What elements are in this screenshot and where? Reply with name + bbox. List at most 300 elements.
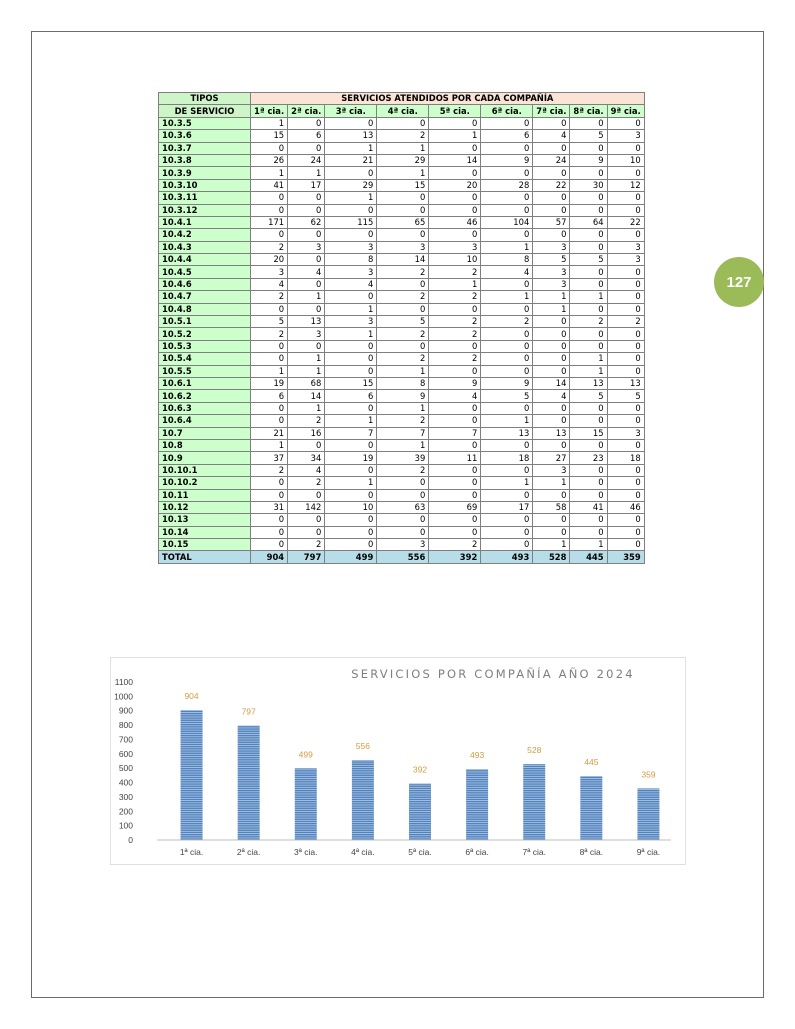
table-cell: 0 (570, 439, 607, 451)
table-row (159, 130, 645, 142)
table-cell: 4 (533, 390, 570, 402)
table-cell: 0 (607, 192, 644, 204)
total-cell: 359 (607, 551, 644, 563)
table-cell: 5 (481, 390, 533, 402)
table-cell: 24 (288, 154, 325, 166)
table-cell: 2 (377, 291, 429, 303)
service-code: 10.6.3 (159, 402, 251, 414)
table-cell: 1 (481, 415, 533, 427)
table-cell: 3 (607, 241, 644, 253)
table-cell: 1 (288, 353, 325, 365)
table-cell: 0 (325, 167, 377, 179)
table-row (159, 179, 645, 191)
column-header: 9ª cia. (607, 105, 644, 117)
table-cell: 21 (325, 154, 377, 166)
table-cell: 37 (251, 452, 288, 464)
service-code: 10.3.11 (159, 192, 251, 204)
table-cell: 0 (288, 340, 325, 352)
bar (238, 726, 260, 840)
table-cell: 0 (533, 365, 570, 377)
table-cell: 2 (251, 241, 288, 253)
table-cell: 0 (288, 204, 325, 216)
table-cell: 0 (533, 439, 570, 451)
y-tick-label: 700 (118, 734, 133, 745)
table-cell: 0 (377, 340, 429, 352)
table-row (159, 501, 645, 513)
service-code: 10.4.6 (159, 278, 251, 290)
table-cell: 0 (607, 539, 644, 551)
table-cell: 1 (570, 353, 607, 365)
table-cell: 5 (533, 254, 570, 266)
x-tick-label: 6ª cia. (465, 847, 489, 857)
table-cell: 13 (325, 130, 377, 142)
table-row (159, 439, 645, 451)
table-row (159, 303, 645, 315)
total-cell: 493 (481, 551, 533, 563)
service-code: 10.15 (159, 539, 251, 551)
table-cell: 8 (377, 377, 429, 389)
bar (409, 784, 431, 840)
table-cell: 0 (481, 117, 533, 129)
table-cell: 21 (251, 427, 288, 439)
bars (181, 691, 660, 840)
table-cell: 63 (377, 501, 429, 513)
table-cell: 13 (481, 427, 533, 439)
table-cell: 34 (288, 452, 325, 464)
data-label: 556 (355, 741, 370, 752)
table-row (159, 340, 645, 352)
table-cell: 5 (607, 390, 644, 402)
table-cell: 0 (570, 328, 607, 340)
table-cell: 0 (533, 142, 570, 154)
table-cell: 0 (377, 192, 429, 204)
table-cell: 1 (251, 439, 288, 451)
table-cell: 2 (288, 539, 325, 551)
column-header: 4ª cia. (377, 105, 429, 117)
table-cell: 30 (570, 179, 607, 191)
y-axis (114, 677, 133, 845)
table-cell: 0 (377, 278, 429, 290)
table-row (159, 204, 645, 216)
service-code: 10.5.4 (159, 353, 251, 365)
y-tick-label: 500 (118, 763, 133, 774)
table-cell: 0 (288, 254, 325, 266)
x-tick-label: 1ª cia. (179, 847, 204, 857)
table-cell: 2 (377, 415, 429, 427)
table-cell: 0 (570, 464, 607, 476)
service-code: 10.4.1 (159, 216, 251, 228)
x-tick-label: 4ª cia. (351, 847, 375, 857)
table-row (159, 192, 645, 204)
table-cell: 2 (607, 316, 644, 328)
service-code: 10.5.2 (159, 328, 251, 340)
table-cell: 28 (481, 179, 533, 191)
table-cell: 0 (288, 229, 325, 241)
table-cell: 0 (607, 477, 644, 489)
table-cell: 6 (325, 390, 377, 402)
table-cell: 0 (481, 340, 533, 352)
table-cell: 13 (288, 316, 325, 328)
table-cell: 171 (251, 216, 288, 228)
table-cell: 14 (377, 254, 429, 266)
service-code: 10.4.8 (159, 303, 251, 315)
table-cell: 2 (481, 316, 533, 328)
bar-chart (111, 658, 687, 866)
column-header: 3ª cia. (325, 105, 377, 117)
table-row (159, 402, 645, 414)
table-cell: 4 (251, 278, 288, 290)
x-tick-label: 9ª cia. (636, 847, 661, 857)
table-cell: 5 (570, 390, 607, 402)
table-cell: 29 (377, 154, 429, 166)
table-cell: 0 (570, 477, 607, 489)
column-header: 8ª cia. (570, 105, 607, 117)
service-code: 10.14 (159, 526, 251, 538)
service-code: 10.3.12 (159, 204, 251, 216)
y-tick-label: 1000 (114, 691, 133, 702)
table-cell: 0 (288, 526, 325, 538)
table-cell: 0 (570, 192, 607, 204)
table-cell: 104 (481, 216, 533, 228)
y-tick-label: 1100 (114, 677, 133, 687)
service-code: 10.5.5 (159, 365, 251, 377)
table-cell: 0 (481, 365, 533, 377)
chart-container (110, 657, 686, 865)
data-label: 499 (298, 749, 313, 760)
table-cell: 0 (429, 489, 481, 501)
table-row (159, 427, 645, 439)
table-cell: 3 (325, 266, 377, 278)
table-cell: 0 (607, 514, 644, 526)
bar (523, 764, 545, 840)
table-cell: 0 (533, 328, 570, 340)
table-cell: 142 (288, 501, 325, 513)
table-cell: 13 (533, 427, 570, 439)
table-cell: 0 (251, 415, 288, 427)
table-cell: 0 (288, 192, 325, 204)
table-cell: 1 (288, 291, 325, 303)
service-code: 10.5.1 (159, 316, 251, 328)
table-cell: 3 (325, 316, 377, 328)
table-row (159, 167, 645, 179)
table-cell: 0 (429, 229, 481, 241)
table-row (159, 514, 645, 526)
table-cell: 41 (251, 179, 288, 191)
table-cell: 7 (429, 427, 481, 439)
table-cell: 1 (325, 415, 377, 427)
table-cell: 14 (429, 154, 481, 166)
table-row (159, 254, 645, 266)
table-cell: 1 (288, 365, 325, 377)
table-cell: 0 (607, 229, 644, 241)
table-cell: 0 (570, 204, 607, 216)
table-cell: 0 (533, 229, 570, 241)
table-cell: 1 (325, 328, 377, 340)
table-cell: 0 (607, 353, 644, 365)
service-code: 10.4.3 (159, 241, 251, 253)
table-cell: 0 (533, 415, 570, 427)
table-cell: 0 (429, 192, 481, 204)
data-label: 445 (584, 757, 599, 768)
table-cell: 4 (481, 266, 533, 278)
table-cell: 0 (429, 204, 481, 216)
table-cell: 0 (570, 117, 607, 129)
table-cell: 16 (288, 427, 325, 439)
data-label: 392 (412, 764, 428, 775)
table-cell: 2 (377, 353, 429, 365)
y-tick-label: 300 (118, 791, 133, 802)
table-cell: 0 (481, 514, 533, 526)
table-cell: 68 (288, 377, 325, 389)
table-cell: 3 (288, 328, 325, 340)
table-cell: 1 (429, 130, 481, 142)
table-cell: 0 (570, 340, 607, 352)
table-cell: 0 (570, 241, 607, 253)
table-cell: 3 (325, 241, 377, 253)
table-cell: 0 (325, 402, 377, 414)
service-code: 10.4.5 (159, 266, 251, 278)
table-cell: 0 (251, 229, 288, 241)
table-cell: 0 (325, 353, 377, 365)
table-cell: 0 (607, 303, 644, 315)
service-code: 10.4.2 (159, 229, 251, 241)
table-cell: 1 (377, 365, 429, 377)
table-cell: 22 (533, 179, 570, 191)
table-cell: 2 (377, 328, 429, 340)
table-row (159, 117, 645, 129)
table-cell: 0 (570, 229, 607, 241)
table-cell: 0 (251, 192, 288, 204)
table-cell: 58 (533, 501, 570, 513)
table-cell: 0 (607, 266, 644, 278)
total-cell: 556 (377, 551, 429, 563)
table-cell: 5 (570, 130, 607, 142)
table-cell: 0 (481, 539, 533, 551)
table-row (159, 353, 645, 365)
bar (580, 776, 602, 840)
table-cell: 9 (481, 154, 533, 166)
data-label: 359 (641, 769, 656, 780)
table-cell: 69 (429, 501, 481, 513)
table-cell: 2 (429, 353, 481, 365)
header-group: SERVICIOS ATENDIDOS POR CADA COMPAÑÍA (251, 93, 645, 105)
table-cell: 3 (533, 266, 570, 278)
bar (295, 768, 317, 840)
table-cell: 13 (607, 377, 644, 389)
table-cell: 17 (481, 501, 533, 513)
table-cell: 2 (429, 316, 481, 328)
table-cell: 0 (429, 526, 481, 538)
table-cell: 1 (570, 365, 607, 377)
service-code: 10.4.7 (159, 291, 251, 303)
service-code: 10.10.2 (159, 477, 251, 489)
table-row (159, 216, 645, 228)
table-cell: 1 (325, 477, 377, 489)
total-label: TOTAL (159, 551, 251, 563)
table-cell: 15 (377, 179, 429, 191)
table-cell: 0 (325, 464, 377, 476)
data-label: 797 (241, 706, 256, 717)
table-row (159, 415, 645, 427)
table-row (159, 142, 645, 154)
table-cell: 2 (377, 266, 429, 278)
table-cell: 3 (251, 266, 288, 278)
table-row (159, 365, 645, 377)
table-cell: 0 (481, 278, 533, 290)
table-row (159, 464, 645, 476)
table-cell: 0 (570, 514, 607, 526)
table-cell: 0 (429, 477, 481, 489)
table-cell: 0 (325, 539, 377, 551)
table-cell: 3 (533, 278, 570, 290)
table-cell: 0 (481, 489, 533, 501)
table-cell: 1 (377, 402, 429, 414)
table-cell: 1 (481, 241, 533, 253)
table-cell: 0 (533, 514, 570, 526)
service-code: 10.11 (159, 489, 251, 501)
data-label: 493 (470, 750, 485, 761)
table-cell: 3 (288, 241, 325, 253)
table-cell: 0 (251, 142, 288, 154)
service-code: 10.10.1 (159, 464, 251, 476)
table-cell: 1 (481, 477, 533, 489)
table-cell: 0 (251, 539, 288, 551)
x-tick-label: 2ª cia. (236, 847, 261, 857)
table-cell: 1 (288, 167, 325, 179)
y-tick-label: 200 (118, 806, 133, 817)
table-cell: 0 (533, 340, 570, 352)
service-code: 10.12 (159, 501, 251, 513)
table-cell: 3 (607, 130, 644, 142)
table-cell: 0 (481, 167, 533, 179)
table-cell: 0 (607, 328, 644, 340)
table-cell: 0 (251, 489, 288, 501)
bar (637, 788, 659, 840)
table-cell: 0 (288, 142, 325, 154)
total-cell: 392 (429, 551, 481, 563)
y-tick-label: 0 (128, 835, 133, 845)
table-cell: 0 (481, 229, 533, 241)
table-cell: 0 (570, 415, 607, 427)
table-row (159, 539, 645, 551)
table-cell: 0 (481, 402, 533, 414)
table-cell: 7 (325, 427, 377, 439)
table-cell: 0 (325, 229, 377, 241)
service-code: 10.3.6 (159, 130, 251, 142)
header-tipos: TIPOS (159, 93, 251, 105)
table-cell: 0 (325, 340, 377, 352)
table-cell: 0 (288, 303, 325, 315)
table-cell: 0 (481, 439, 533, 451)
bar (181, 710, 203, 840)
table-cell: 26 (251, 154, 288, 166)
table-cell: 0 (251, 353, 288, 365)
table-cell: 1 (288, 402, 325, 414)
table-cell: 0 (607, 142, 644, 154)
table-cell: 0 (607, 117, 644, 129)
table-cell: 0 (533, 167, 570, 179)
table-cell: 0 (429, 303, 481, 315)
y-tick-label: 900 (118, 705, 133, 716)
table-cell: 10 (607, 154, 644, 166)
table-cell: 29 (325, 179, 377, 191)
table-cell: 6 (288, 130, 325, 142)
table-cell: 65 (377, 216, 429, 228)
table-cell: 6 (251, 390, 288, 402)
table-cell: 3 (533, 241, 570, 253)
table-row (159, 489, 645, 501)
table-cell: 19 (325, 452, 377, 464)
table-cell: 1 (325, 142, 377, 154)
table-cell: 9 (429, 377, 481, 389)
page-number-badge: 127 (714, 257, 764, 307)
table-cell: 0 (429, 167, 481, 179)
table-cell: 46 (607, 501, 644, 513)
service-code: 10.4.4 (159, 254, 251, 266)
service-code: 10.9 (159, 452, 251, 464)
table-cell: 64 (570, 216, 607, 228)
column-header: 5ª cia. (429, 105, 481, 117)
table-cell: 62 (288, 216, 325, 228)
table-cell: 0 (377, 489, 429, 501)
services-table (158, 92, 645, 564)
table-cell: 0 (533, 192, 570, 204)
header-servicio: DE SERVICIO (159, 105, 251, 117)
table-row (159, 477, 645, 489)
table-row (159, 291, 645, 303)
table-cell: 0 (429, 365, 481, 377)
table-cell: 2 (429, 539, 481, 551)
table-cell: 0 (607, 439, 644, 451)
table-cell: 0 (429, 514, 481, 526)
table-cell: 0 (533, 526, 570, 538)
table-cell: 1 (570, 291, 607, 303)
y-tick-label: 600 (118, 748, 133, 759)
x-tick-label: 5ª cia. (408, 847, 432, 857)
table-cell: 0 (325, 117, 377, 129)
table-cell: 0 (429, 439, 481, 451)
table-row (159, 328, 645, 340)
table-cell: 27 (533, 452, 570, 464)
table-cell: 0 (377, 526, 429, 538)
table-cell: 0 (325, 514, 377, 526)
table-cell: 1 (325, 192, 377, 204)
service-code: 10.7 (159, 427, 251, 439)
table-cell: 18 (607, 452, 644, 464)
table-cell: 4 (429, 390, 481, 402)
table-cell: 0 (288, 514, 325, 526)
table-cell: 0 (607, 402, 644, 414)
bar (352, 760, 374, 840)
table-cell: 17 (288, 179, 325, 191)
table-cell: 10 (325, 501, 377, 513)
data-label: 528 (527, 745, 542, 756)
table-cell: 0 (251, 402, 288, 414)
table-cell: 0 (429, 464, 481, 476)
table-cell: 1 (325, 303, 377, 315)
table-cell: 20 (251, 254, 288, 266)
service-code: 10.6.4 (159, 415, 251, 427)
table-cell: 12 (607, 179, 644, 191)
table-cell: 0 (325, 204, 377, 216)
table-cell: 0 (607, 415, 644, 427)
table-row (159, 526, 645, 538)
service-code: 10.5.3 (159, 340, 251, 352)
table-cell: 0 (570, 266, 607, 278)
table-cell: 1 (570, 539, 607, 551)
y-tick-label: 400 (118, 777, 133, 788)
table-cell: 14 (288, 390, 325, 402)
